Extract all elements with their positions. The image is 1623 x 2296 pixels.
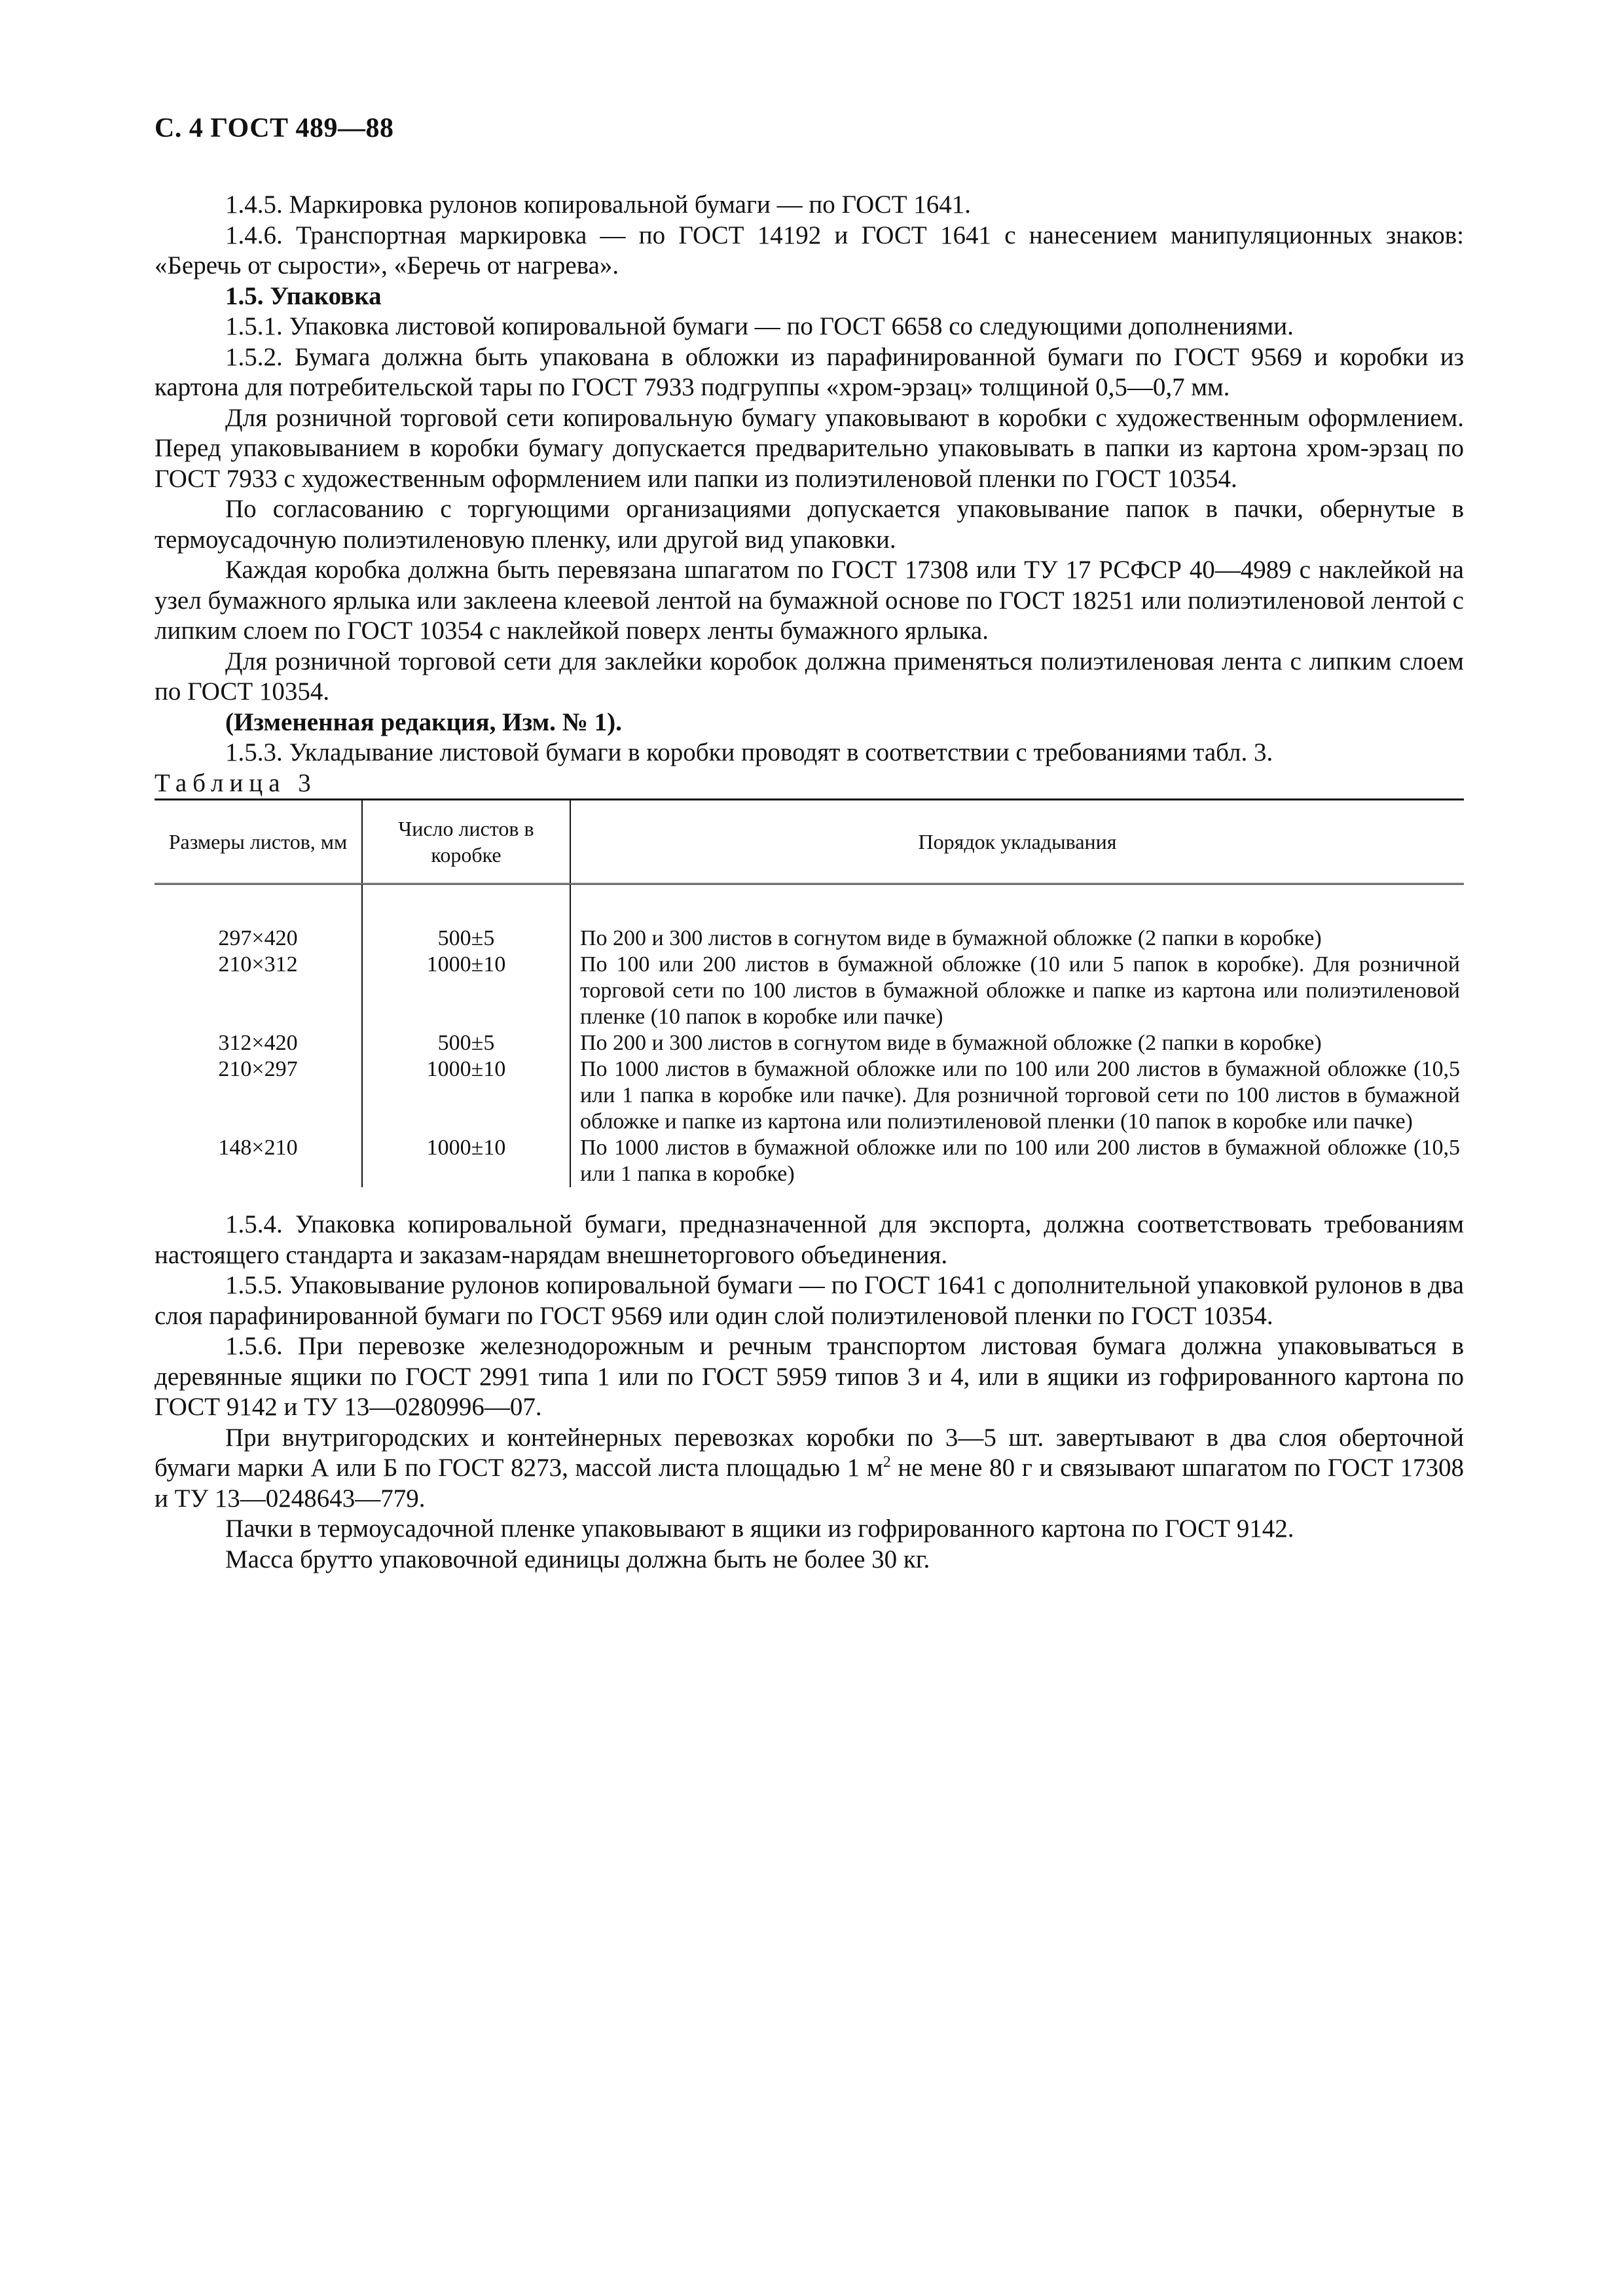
urban-transport-text-start: При внутригородских и контейнерных перевозках коробки по 3—5 шт. завертывают в два слоя оберточной бумаги марки А или Б по ГОСТ 8273, массой листа площадью 1 м — [155, 1423, 1464, 1482]
cell-size: 210×297 — [218, 1057, 298, 1081]
packing-table — [155, 798, 1464, 1187]
cell-count: 1000±10 — [362, 952, 570, 1030]
paragraph-urban-transport — [155, 1423, 1464, 1515]
paragraph-1-4-6: 1.4.6. Транспортная маркировка — по ГОСТ 14192 и ГОСТ 1641 с нанесением манипуляционных знаков: «Беречь от сырости», «Беречь от нагрева». — [155, 221, 1464, 279]
cell-count: 500±5 — [362, 884, 570, 952]
header-sheet-size: Размеры листов, мм — [155, 800, 362, 884]
urban-transport-text-end: не мене 80 г и связывают шпагатом по ГОСТ 17308 и ТУ 13—0248643—779. — [155, 1454, 1464, 1513]
paragraph-1-5-2: 1.5.2. Бумага должна быть упакована в обложки из парафинированной бумаги по ГОСТ 9569 и коробки из картона для потребительской тары по ГОСТ 7933 подгруппы «хром-эрзац» толщиной 0,5—0,7 мм. — [155, 342, 1464, 401]
cell-order: По 1000 листов в бумажной обложке или по 100 или 200 листов в бумажной обложке (10,5 или 1 папка в коробке или пачке). Для розничной торговой сети по 100 листов в бумажной обложке и папке из картона или полиэтиленовой пленки (10 папок в коробке или пачке) — [570, 1056, 1464, 1135]
paragraph-retail-tape: Для розничной торговой сети для заклейки коробок должна применяться полиэтиленовая лента с липким слоем по ГОСТ 10354. — [155, 647, 1464, 706]
paragraph-shrink-film: По согласованию с торгующими организациями допускается упаковывание папок в пачки, обернутые в термоусадочную полиэтиленовую пленку, или другой вид упаковки. — [155, 495, 1464, 554]
table-caption: Таблица 3 — [155, 768, 317, 797]
cell-order: По 100 или 200 листов в бумажной обложке (10 или 5 папок в коробке). Для розничной торговой сети по 100 листов в бумажной обложке и папке из картона или полиэтиленовой пленке (10 папок в коробке или пачке) — [570, 952, 1464, 1030]
table-row — [155, 1135, 1464, 1187]
table-row — [155, 884, 1464, 952]
paragraph-retail-packaging: Для розничной торговой сети копировальную бумагу упаковывают в коробки с художественным оформлением. Перед упаковыванием в коробки бумагу допускается предварительно упаковывать в папки из картона хром-эрзац по ГОСТ 7933 с художественным оформлением или папки из полиэтиленовой пленки по ГОСТ 10354. — [155, 403, 1464, 493]
paragraph-1-5-1: 1.5.1. Упаковка листовой копировальной бумаги — по ГОСТ 6658 со следующими дополнениями. — [225, 312, 1294, 340]
header-sheet-count: Число листов в коробке — [362, 800, 570, 884]
document-body — [155, 190, 1464, 1575]
cell-count: 1000±10 — [362, 1135, 570, 1187]
section-heading-1-5: 1.5. Упаковка — [225, 281, 382, 310]
table-row — [155, 1056, 1464, 1135]
cell-count: 1000±10 — [362, 1056, 570, 1135]
cell-size: 312×420 — [218, 1031, 298, 1055]
paragraph-box-tying: Каждая коробка должна быть перевязана шпагатом по ГОСТ 17308 или ТУ 17 РСФСР 40—4989 с наклейкой на узел бумажного ярлыка или заклеена клеевой лентой на бумажной основе по ГОСТ 18251 или полиэтиленовой лентой с липким слоем по ГОСТ 10354 с наклейкой поверх ленты бумажного ярлыка. — [155, 556, 1464, 645]
table-header-row — [155, 800, 1464, 884]
cell-size: 148×210 — [218, 1136, 298, 1160]
cell-order: По 1000 листов в бумажной обложке или по 100 или 200 листов в бумажной обложке (10,5 или 1 папка в коробке) — [570, 1135, 1464, 1187]
amendment-note: (Измененная редакция, Изм. № 1). — [225, 708, 622, 736]
table-row — [155, 952, 1464, 1030]
table-row — [155, 1030, 1464, 1056]
square-meter-superscript: 2 — [883, 1454, 891, 1471]
cell-size: 210×312 — [218, 952, 298, 977]
cell-order: По 200 и 300 листов в согнутом виде в бумажной обложке (2 папки в коробке) — [570, 1030, 1464, 1056]
paragraph-1-5-3: 1.5.3. Укладывание листовой бумаги в коробки проводят в соответствии с требованиями табл. 3. — [225, 738, 1273, 766]
paragraph-1-5-5: 1.5.5. Упаковывание рулонов копировальной бумаги — по ГОСТ 1641 с дополнительной упаковкой рулонов в два слоя парафинированной бумаги по ГОСТ 9569 или один слой полиэтиленовой пленки по ГОСТ 10354. — [155, 1271, 1464, 1330]
cell-order: По 200 и 300 листов в согнутом виде в бумажной обложке (2 папки в коробке) — [570, 884, 1464, 952]
page-header: С. 4 ГОСТ 489—88 — [155, 113, 394, 143]
header-packing-order: Порядок укладывания — [570, 800, 1464, 884]
paragraph-gross-mass: Масса брутто упаковочной единицы должна быть не более 30 кг. — [225, 1545, 930, 1573]
paragraph-1-5-4: 1.5.4. Упаковка копировальной бумаги, предназначенной для экспорта, должна соответствовать требованиям настоящего стандарта и заказам-нарядам внешнеторгового объединения. — [155, 1210, 1464, 1269]
paragraph-1-5-6: 1.5.6. При перевозке железнодорожным и речным транспортом листовая бумага должна упаковываться в деревянные ящики по ГОСТ 2991 типа 1 или по ГОСТ 5959 типов 3 и 4, или в ящики из гофрированного картона по ГОСТ 9142 и ТУ 13—0280996—07. — [155, 1332, 1464, 1421]
paragraph-1-4-5: 1.4.5. Маркировка рулонов копировальной бумаги — по ГОСТ 1641. — [225, 190, 972, 219]
paragraph-shrink-packs: Пачки в термоусадочной пленке упаковывают в ящики из гофрированного картона по ГОСТ 9142. — [225, 1515, 1294, 1543]
cell-size: 297×420 — [218, 926, 298, 950]
cell-count: 500±5 — [362, 1030, 570, 1056]
